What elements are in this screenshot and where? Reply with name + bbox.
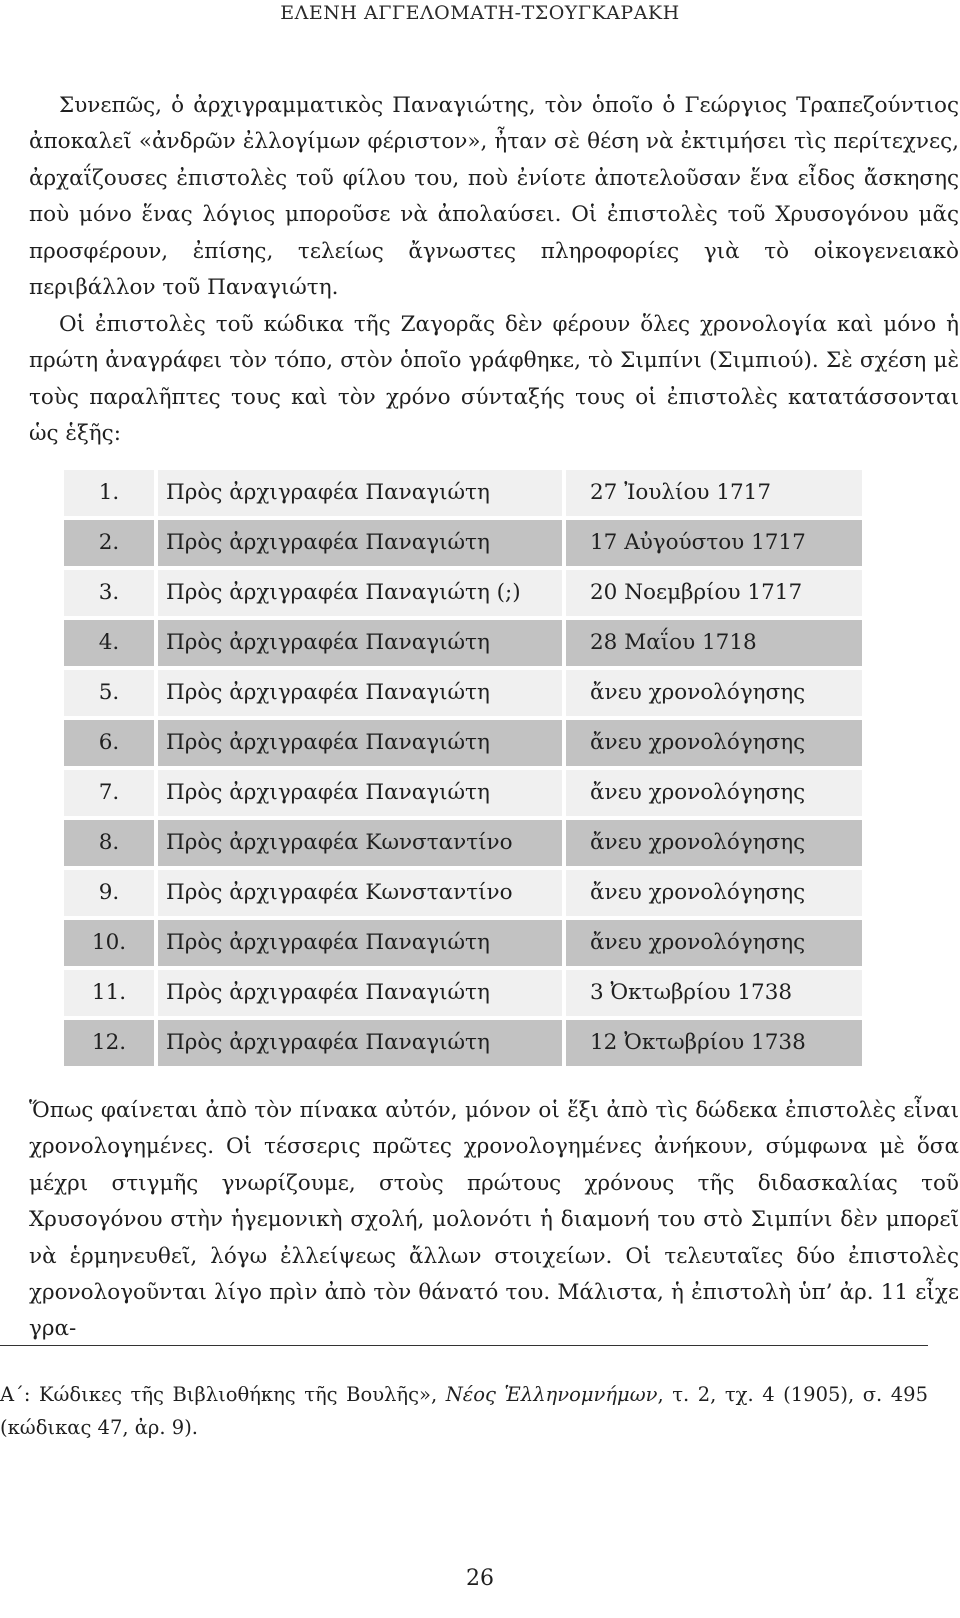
row-number: 12. bbox=[64, 1020, 154, 1066]
row-recipient: Πρὸς ἀρχιγραφέα Παναγιώτη bbox=[158, 920, 562, 966]
footnote-rule bbox=[0, 1345, 928, 1346]
paragraph-3: Ὅπως φαίνεται ἀπὸ τὸν πίνακα αὐτόν, μόνον οἱ ἕξι ἀπὸ τὶς δώδεκα ἐπιστολὲς εἶναι χρονολογημένες. Οἱ τέσσερις πρῶτες χρονολογημένες ἀνήκουν, σύμφωνα μὲ ὅσα μέχρι στιγμῆς γνωρίζουμε, στοὺς πρώτους χρόνους τῆς διδασκαλίας τοῦ Χρυσογόνου στὴν ἡγεμονικὴ σχολή, μολονότι ἡ διαμονή του στὸ Σιμπίνι δὲν μπορεῖ νὰ ἑρμηνευθεῖ, λόγω ἐλλείψεως ἄλλων στοιχείων. Οἱ τελευταῖες δύο ἐπιστολὲς χρονολογοῦνται λίγο πρὶν ἀπὸ τὸν θάνατό του. Μάλιστα, ἡ ἐπιστολὴ ὑπ’ ἀρ. 11 εἶχε γρα- bbox=[29, 1098, 959, 1342]
row-recipient: Πρὸς ἀρχιγραφέα Παναγιώτη bbox=[158, 770, 562, 816]
table-row bbox=[64, 1020, 862, 1066]
table-row bbox=[64, 920, 862, 966]
running-head: ΕΛΕΝΗ ΑΓΓΕΛΟΜΑΤΗ-ΤΣΟΥΓΚΑΡΑΚΗ bbox=[280, 2, 680, 24]
row-recipient: Πρὸς ἀρχιγραφέα Παναγιώτη (;) bbox=[158, 570, 562, 616]
table-row bbox=[64, 620, 862, 666]
row-number: 8. bbox=[64, 820, 154, 866]
footnote bbox=[0, 1378, 928, 1444]
table-row bbox=[64, 820, 862, 866]
table-row bbox=[64, 670, 862, 716]
row-number: 10. bbox=[64, 920, 154, 966]
row-number: 7. bbox=[64, 770, 154, 816]
row-date: 3 Ὀκτωβρίου 1738 bbox=[566, 970, 862, 1016]
row-recipient: Πρὸς ἀρχιγραφέα Παναγιώτη bbox=[158, 970, 562, 1016]
row-date: ἄνευ χρονολόγησης bbox=[566, 820, 862, 866]
row-recipient: Πρὸς ἀρχιγραφέα Κωνσταντίνο bbox=[158, 870, 562, 916]
letters-table bbox=[64, 470, 862, 1070]
row-number: 2. bbox=[64, 520, 154, 566]
row-date: 20 Νοεμβρίου 1717 bbox=[566, 570, 862, 616]
row-recipient: Πρὸς ἀρχιγραφέα Παναγιώτη bbox=[158, 670, 562, 716]
table-row bbox=[64, 570, 862, 616]
table-row bbox=[64, 970, 862, 1016]
row-number: 9. bbox=[64, 870, 154, 916]
row-date: 27 Ἰουλίου 1717 bbox=[566, 470, 862, 516]
table-row bbox=[64, 470, 862, 516]
row-recipient: Πρὸς ἀρχιγραφέα Παναγιώτη bbox=[158, 1020, 562, 1066]
footnote-suffix: , τ. 2, τχ. 4 (1905), σ. 495 (κώδικας 47, ἀρ. 9). bbox=[0, 1383, 928, 1439]
row-number: 11. bbox=[64, 970, 154, 1016]
row-date: 17 Αὐγούστου 1717 bbox=[566, 520, 862, 566]
row-recipient: Πρὸς ἀρχιγραφέα Παναγιώτη bbox=[158, 720, 562, 766]
footnote-journal-title: Νέος Ἑλληνομνήμων bbox=[445, 1383, 658, 1406]
row-number: 5. bbox=[64, 670, 154, 716]
table-row bbox=[64, 520, 862, 566]
table-row bbox=[64, 870, 862, 916]
row-date: 12 Ὀκτωβρίου 1738 bbox=[566, 1020, 862, 1066]
row-recipient: Πρὸς ἀρχιγραφέα Παναγιώτη bbox=[158, 470, 562, 516]
row-date: ἄνευ χρονολόγησης bbox=[566, 670, 862, 716]
row-recipient: Πρὸς ἀρχιγραφέα Παναγιώτη bbox=[158, 520, 562, 566]
row-recipient: Πρὸς ἀρχιγραφέα Κωνσταντίνο bbox=[158, 820, 562, 866]
row-date: ἄνευ χρονολόγησης bbox=[566, 770, 862, 816]
row-number: 4. bbox=[64, 620, 154, 666]
table-row bbox=[64, 720, 862, 766]
paragraph-2: Οἱ ἐπιστολὲς τοῦ κώδικα τῆς Ζαγορᾶς δὲν φέρουν ὅλες χρονολογία καὶ μόνο ἡ πρώτη ἀναγράφει τὸν τόπο, στὸν ὁποῖο γράφθηκε, τὸ Σιμπίνι (Σιμπιού). Σὲ σχέση μὲ τοὺς παραλῆπτες τους καὶ τὸν χρόνο σύνταξής τους οἱ ἐπιστολὲς κατατάσσονται ὡς ἑξῆς: bbox=[29, 312, 959, 447]
footnote-prefix: Α΄: Κώδικες τῆς Βιβλιοθήκης τῆς Βουλῆς», bbox=[0, 1383, 446, 1406]
table-row bbox=[64, 770, 862, 816]
row-date: ἄνευ χρονολόγησης bbox=[566, 720, 862, 766]
paragraph-1: Συνεπῶς, ὁ ἀρχιγραμματικὸς Παναγιώτης, τὸν ὁποῖο ὁ Γεώργιος Τραπεζούντιος ἀποκαλεῖ «ἀνδρῶν ἐλλογίμων φέριστον», ἦταν σὲ θέση νὰ ἐκτιμήσει τὶς περίτεχνες, ἀρχαΐζουσες ἐπιστολὲς τοῦ φίλου του, ποὺ ἐνίοτε ἀποτελοῦσαν ἕνα εἶδος ἄσκησης ποὺ μόνο ἕνας λόγιος μποροῦσε νὰ ἀπολαύσει. Οἱ ἐπιστολὲς τοῦ Χρυσογόνου μᾶς προσφέρουν, ἐπίσης, τελείως ἄγνωστες πληροφορίες γιὰ τὸ οἰκογενειακὸ περιβάλλον τοῦ Παναγιώτη. bbox=[29, 93, 959, 301]
row-date: 28 Μαΐου 1718 bbox=[566, 620, 862, 666]
row-number: 6. bbox=[64, 720, 154, 766]
row-number: 1. bbox=[64, 470, 154, 516]
row-recipient: Πρὸς ἀρχιγραφέα Παναγιώτη bbox=[158, 620, 562, 666]
row-date: ἄνευ χρονολόγησης bbox=[566, 870, 862, 916]
row-number: 3. bbox=[64, 570, 154, 616]
row-date: ἄνευ χρονολόγησης bbox=[566, 920, 862, 966]
page-number: 26 bbox=[466, 1566, 494, 1591]
